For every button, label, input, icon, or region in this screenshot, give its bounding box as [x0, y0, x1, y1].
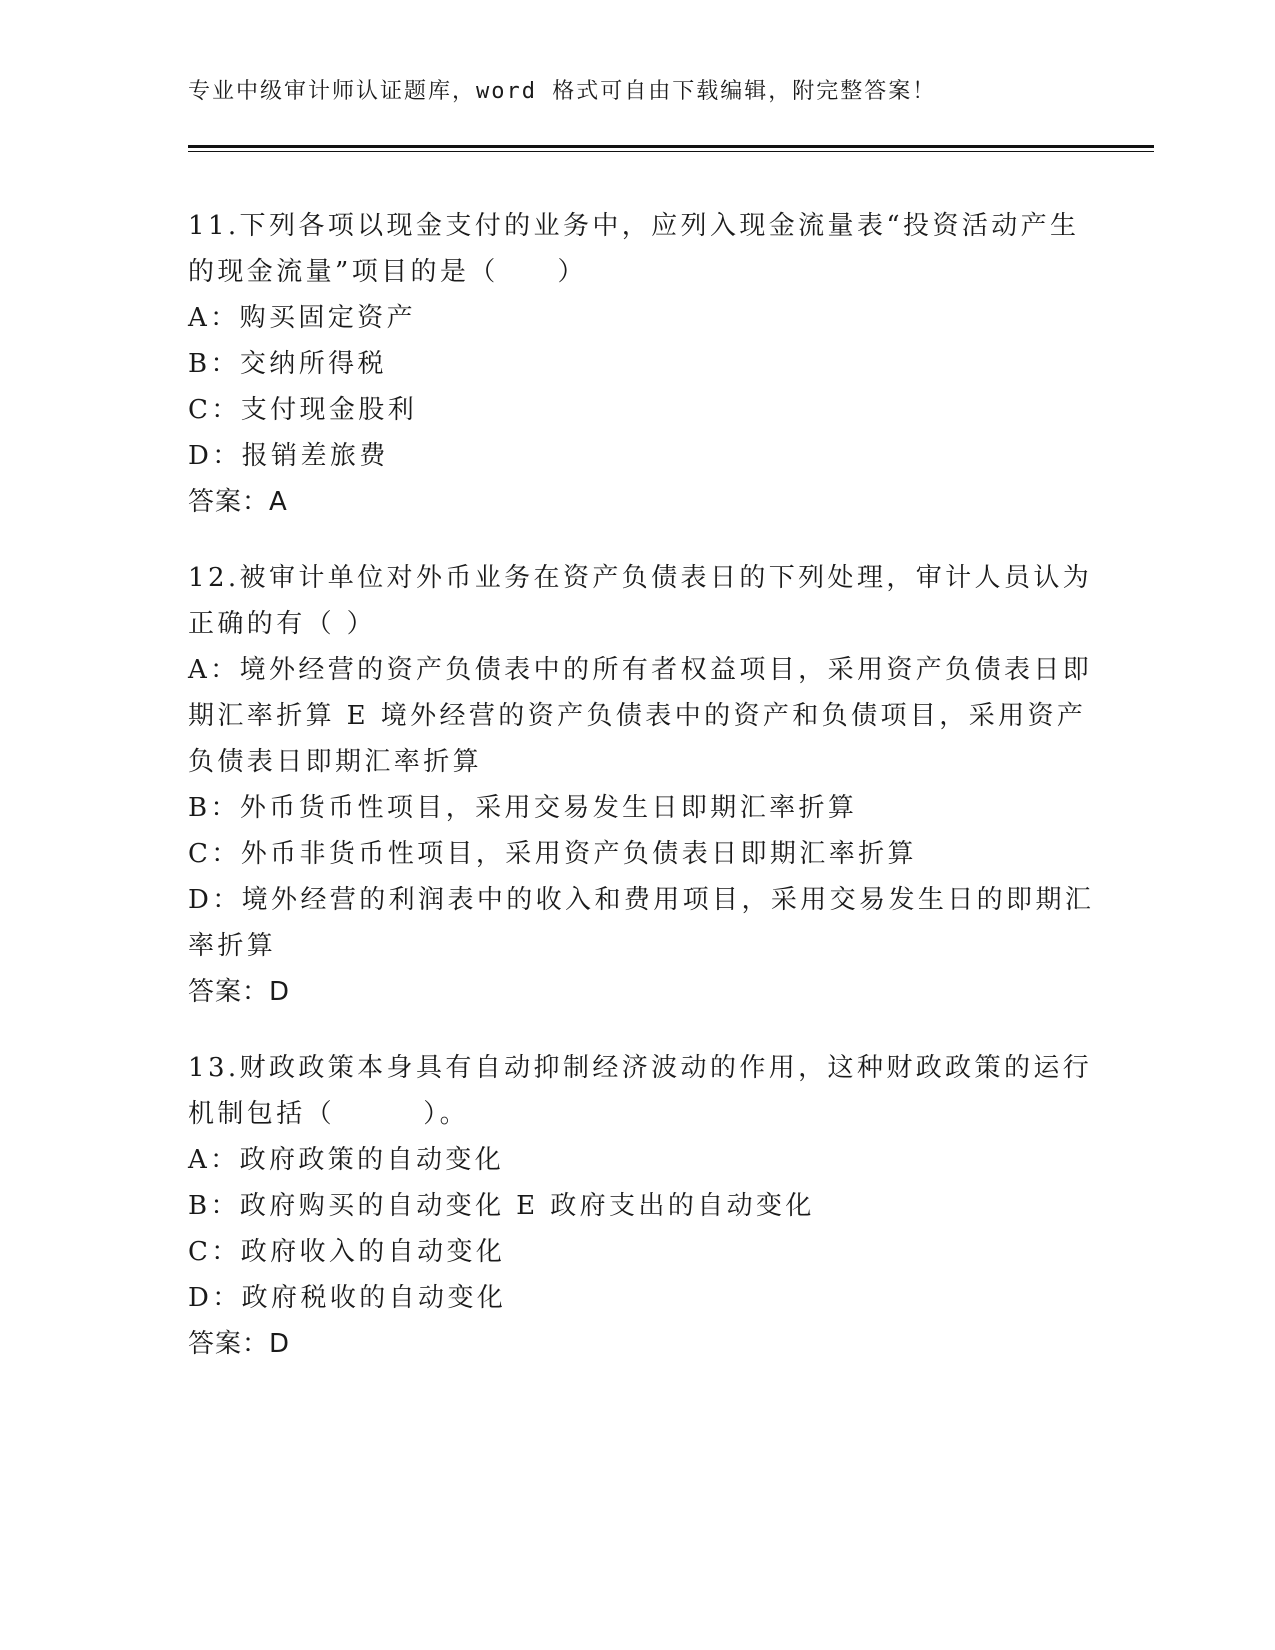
option-a: [188, 647, 1093, 785]
answer-label: 答案：D: [188, 1329, 291, 1359]
question-stem-line: 12.被审计单位对外币业务在资产负债表日的下列处理，审计人员认为: [188, 563, 1093, 593]
option-line: A：政府政策的自动变化: [188, 1145, 505, 1175]
question-stem-line: 机制包括（ ）。: [188, 1099, 470, 1129]
option-line: B：交纳所得税: [188, 349, 387, 379]
question-stem: [188, 555, 1093, 647]
option-line: C：支付现金股利: [188, 395, 418, 425]
option-d: [188, 877, 1095, 969]
question-13: [188, 1045, 1093, 1367]
option-line: D：境外经营的利润表中的收入和费用项目，采用交易发生日的即期汇: [188, 885, 1095, 915]
question-list: [188, 203, 1095, 1397]
option-line: B：政府购买的自动变化 E 政府支出的自动变化: [188, 1191, 815, 1221]
option-b: [188, 341, 1088, 387]
option-line: 率折算: [188, 931, 277, 961]
option-a: [188, 1137, 1088, 1183]
question-stem: [188, 1045, 1093, 1137]
option-line: 期汇率折算 E 境外经营的资产负债表中的资产和负债项目，采用资产: [188, 701, 1087, 731]
option-c: [188, 831, 1088, 877]
option-a: [188, 295, 1088, 341]
question-stem-line: 13.财政政策本身具有自动抑制经济波动的作用，这种财政政策的运行: [188, 1053, 1093, 1083]
option-line: 负债表日即期汇率折算: [188, 747, 483, 777]
question-stem: [188, 203, 1088, 295]
question-12: [188, 555, 1095, 1015]
answer-label: 答案：A: [188, 487, 288, 517]
option-d: [188, 1275, 1088, 1321]
option-line: C：外币非货币性项目，采用资产负债表日即期汇率折算: [188, 839, 917, 869]
option-line: C：政府收入的自动变化: [188, 1237, 506, 1267]
option-c: [188, 387, 1088, 433]
option-line: A：购买固定资产: [188, 303, 416, 333]
option-b: [188, 1183, 1088, 1229]
question-11: [188, 203, 1088, 525]
option-d: [188, 433, 1088, 479]
option-line: D：报销差旅费: [188, 441, 389, 471]
question-stem-line: 11.下列各项以现金支付的业务中，应列入现金流量表“投资活动产生: [188, 211, 1080, 241]
option-line: B：外币货币性项目，采用交易发生日即期汇率折算: [188, 793, 858, 823]
header-divider-thick: [188, 145, 1154, 148]
option-c: [188, 1229, 1088, 1275]
option-line: A：境外经营的资产负债表中的所有者权益项目，采用资产负债表日即: [188, 655, 1093, 685]
option-line: D：政府税收的自动变化: [188, 1283, 507, 1313]
question-stem-line: 的现金流量”项目的是（ ）: [188, 257, 587, 287]
question-stem-line: 正确的有（ ）: [188, 609, 377, 639]
option-b: [188, 785, 1088, 831]
header-divider-thin: [188, 151, 1154, 152]
answer-label: 答案：D: [188, 977, 291, 1007]
page-header: 专业中级审计师认证题库，word 格式可自由下载编辑，附完整答案！: [188, 79, 937, 104]
